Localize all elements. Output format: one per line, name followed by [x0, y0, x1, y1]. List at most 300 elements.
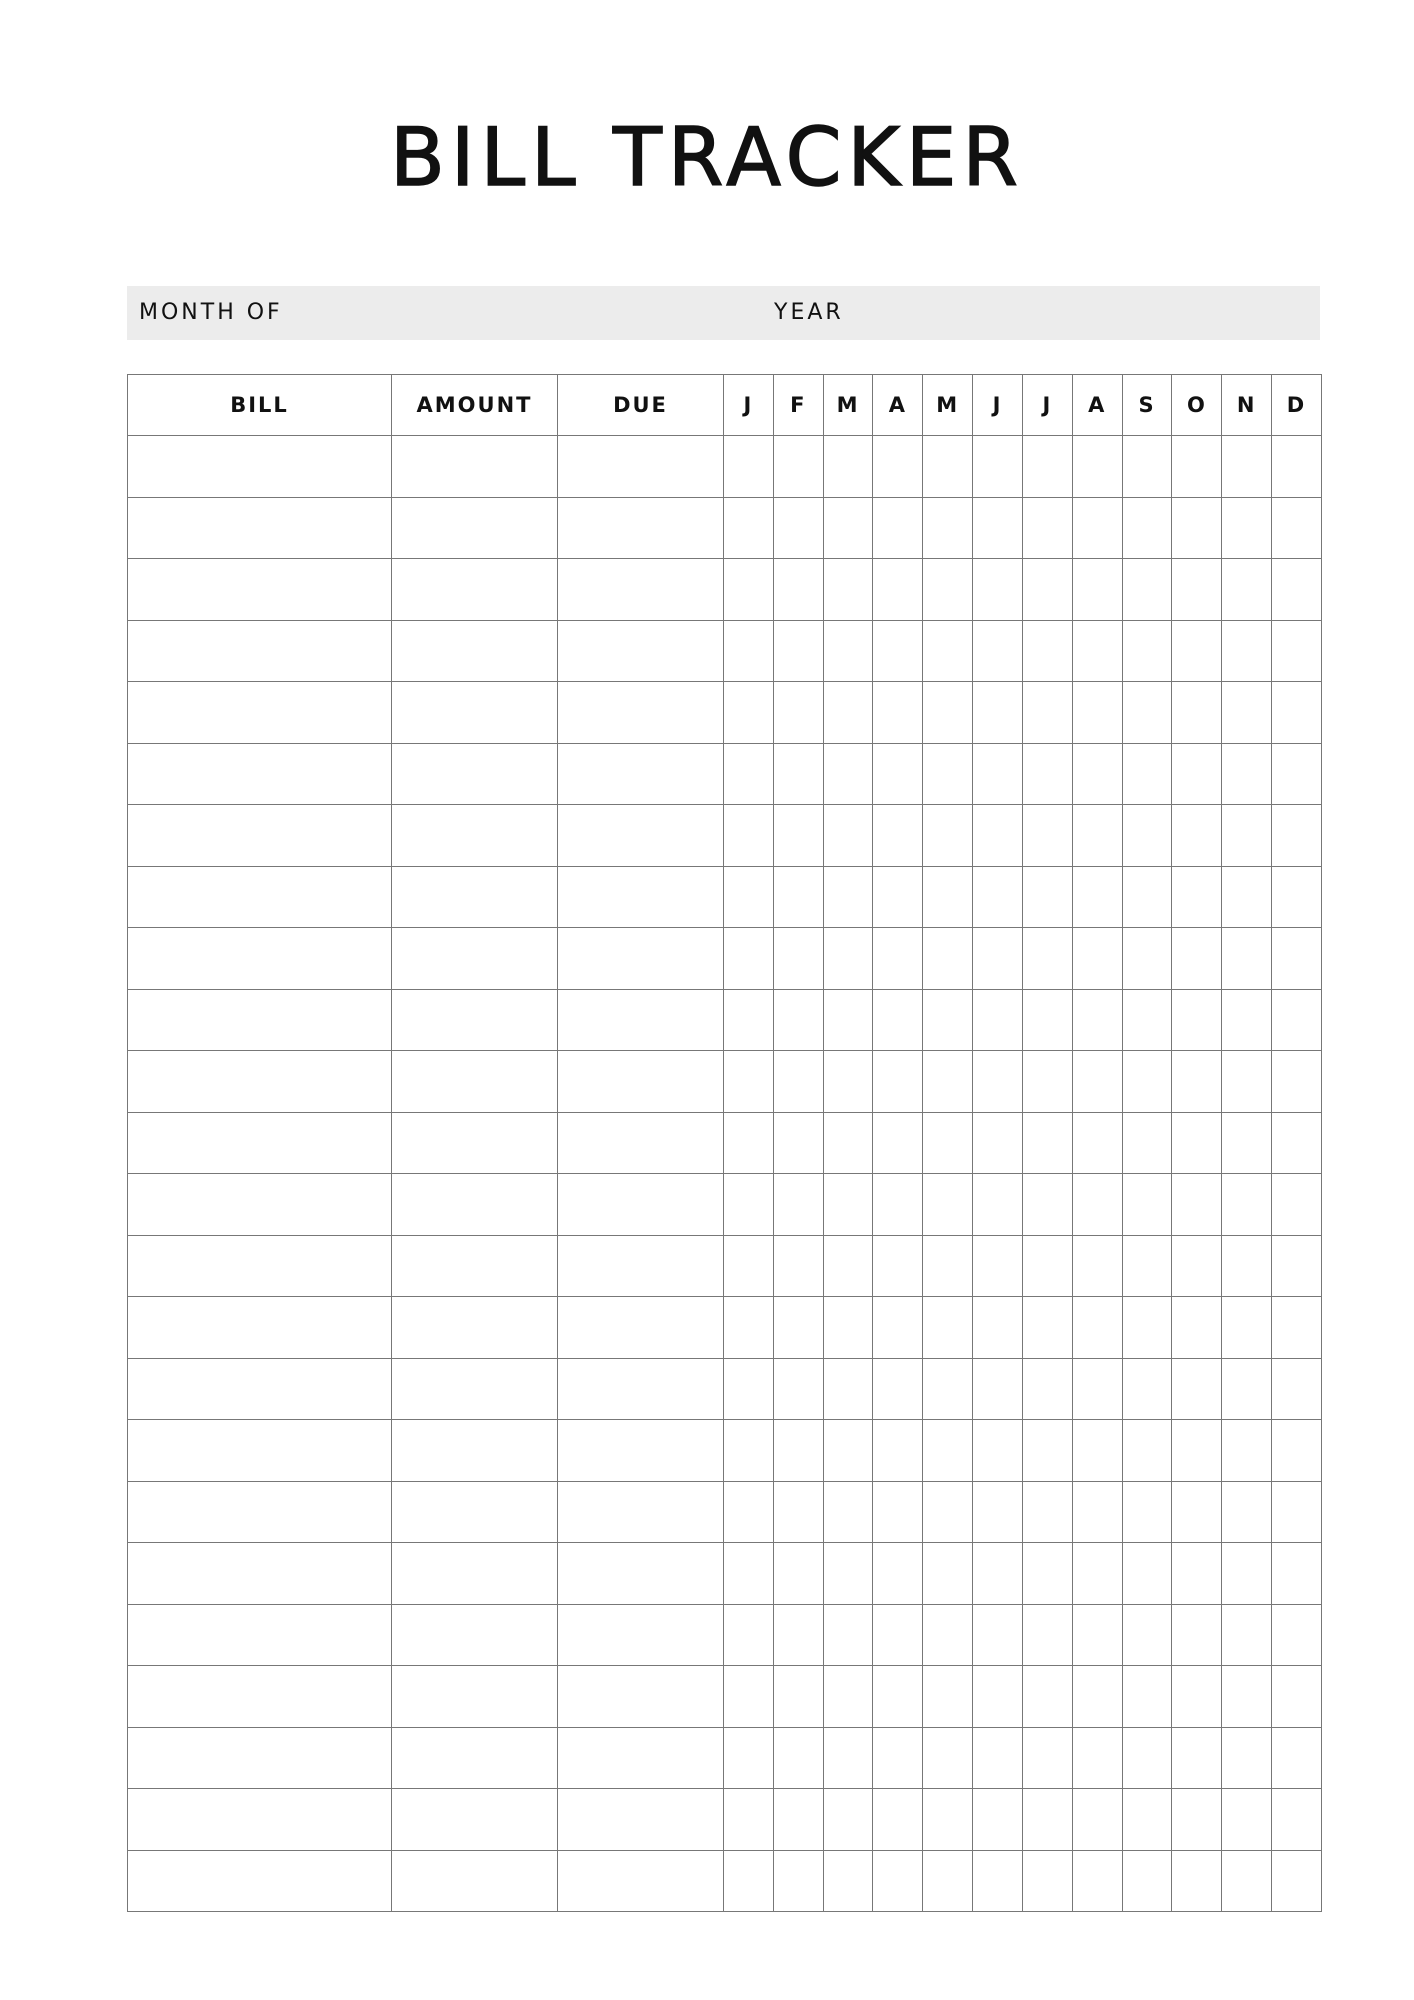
paid-checkbox-jul[interactable] [1022, 1358, 1072, 1420]
paid-checkbox-nov[interactable] [1222, 620, 1272, 682]
paid-checkbox-sep[interactable] [1122, 1543, 1172, 1605]
paid-checkbox-oct[interactable] [1172, 436, 1222, 498]
paid-checkbox-oct[interactable] [1172, 928, 1222, 990]
paid-checkbox-jul[interactable] [1022, 1051, 1072, 1113]
amount-cell[interactable] [392, 1727, 558, 1789]
paid-checkbox-jun[interactable] [973, 928, 1023, 990]
paid-checkbox-oct[interactable] [1172, 1235, 1222, 1297]
paid-checkbox-may[interactable] [923, 1112, 973, 1174]
paid-checkbox-mar[interactable] [823, 866, 873, 928]
amount-cell[interactable] [392, 1666, 558, 1728]
amount-cell[interactable] [392, 1420, 558, 1482]
paid-checkbox-jan[interactable] [724, 989, 774, 1051]
paid-checkbox-apr[interactable] [873, 1358, 923, 1420]
amount-cell[interactable] [392, 928, 558, 990]
paid-checkbox-sep[interactable] [1122, 1051, 1172, 1113]
paid-checkbox-sep[interactable] [1122, 1481, 1172, 1543]
paid-checkbox-jul[interactable] [1022, 1174, 1072, 1236]
paid-checkbox-mar[interactable] [823, 1727, 873, 1789]
bill-cell[interactable] [128, 1051, 392, 1113]
paid-checkbox-mar[interactable] [823, 620, 873, 682]
bill-cell[interactable] [128, 436, 392, 498]
paid-checkbox-jun[interactable] [973, 805, 1023, 867]
bill-cell[interactable] [128, 620, 392, 682]
paid-checkbox-mar[interactable] [823, 1051, 873, 1113]
paid-checkbox-jun[interactable] [973, 559, 1023, 621]
paid-checkbox-mar[interactable] [823, 497, 873, 559]
paid-checkbox-jul[interactable] [1022, 620, 1072, 682]
due-cell[interactable] [558, 436, 724, 498]
paid-checkbox-feb[interactable] [773, 1420, 823, 1482]
amount-cell[interactable] [392, 1789, 558, 1851]
paid-checkbox-apr[interactable] [873, 559, 923, 621]
paid-checkbox-feb[interactable] [773, 1481, 823, 1543]
paid-checkbox-dec[interactable] [1272, 1481, 1322, 1543]
paid-checkbox-jul[interactable] [1022, 928, 1072, 990]
due-cell[interactable] [558, 1174, 724, 1236]
paid-checkbox-aug[interactable] [1072, 928, 1122, 990]
paid-checkbox-oct[interactable] [1172, 805, 1222, 867]
bill-cell[interactable] [128, 1850, 392, 1912]
paid-checkbox-jul[interactable] [1022, 1481, 1072, 1543]
paid-checkbox-aug[interactable] [1072, 559, 1122, 621]
paid-checkbox-aug[interactable] [1072, 1174, 1122, 1236]
paid-checkbox-may[interactable] [923, 928, 973, 990]
paid-checkbox-aug[interactable] [1072, 620, 1122, 682]
paid-checkbox-feb[interactable] [773, 1358, 823, 1420]
paid-checkbox-feb[interactable] [773, 436, 823, 498]
paid-checkbox-feb[interactable] [773, 1543, 823, 1605]
bill-cell[interactable] [128, 989, 392, 1051]
paid-checkbox-dec[interactable] [1272, 436, 1322, 498]
paid-checkbox-mar[interactable] [823, 805, 873, 867]
paid-checkbox-nov[interactable] [1222, 1604, 1272, 1666]
paid-checkbox-jan[interactable] [724, 866, 774, 928]
paid-checkbox-dec[interactable] [1272, 1850, 1322, 1912]
paid-checkbox-feb[interactable] [773, 682, 823, 744]
paid-checkbox-jun[interactable] [973, 1604, 1023, 1666]
due-cell[interactable] [558, 989, 724, 1051]
paid-checkbox-jul[interactable] [1022, 1235, 1072, 1297]
paid-checkbox-sep[interactable] [1122, 1420, 1172, 1482]
paid-checkbox-aug[interactable] [1072, 1789, 1122, 1851]
paid-checkbox-jul[interactable] [1022, 1297, 1072, 1359]
paid-checkbox-dec[interactable] [1272, 866, 1322, 928]
paid-checkbox-feb[interactable] [773, 866, 823, 928]
paid-checkbox-jan[interactable] [724, 682, 774, 744]
paid-checkbox-jul[interactable] [1022, 682, 1072, 744]
bill-cell[interactable] [128, 497, 392, 559]
paid-checkbox-aug[interactable] [1072, 1481, 1122, 1543]
paid-checkbox-jun[interactable] [973, 866, 1023, 928]
paid-checkbox-oct[interactable] [1172, 1604, 1222, 1666]
paid-checkbox-jan[interactable] [724, 1297, 774, 1359]
paid-checkbox-apr[interactable] [873, 1727, 923, 1789]
paid-checkbox-dec[interactable] [1272, 1727, 1322, 1789]
paid-checkbox-oct[interactable] [1172, 1420, 1222, 1482]
paid-checkbox-jan[interactable] [724, 1850, 774, 1912]
paid-checkbox-may[interactable] [923, 1051, 973, 1113]
paid-checkbox-jun[interactable] [973, 1850, 1023, 1912]
paid-checkbox-sep[interactable] [1122, 682, 1172, 744]
paid-checkbox-may[interactable] [923, 805, 973, 867]
due-cell[interactable] [558, 1481, 724, 1543]
amount-cell[interactable] [392, 805, 558, 867]
paid-checkbox-mar[interactable] [823, 1789, 873, 1851]
amount-cell[interactable] [392, 1297, 558, 1359]
paid-checkbox-jul[interactable] [1022, 1112, 1072, 1174]
paid-checkbox-oct[interactable] [1172, 1174, 1222, 1236]
paid-checkbox-jan[interactable] [724, 1789, 774, 1851]
paid-checkbox-aug[interactable] [1072, 1112, 1122, 1174]
paid-checkbox-jan[interactable] [724, 1051, 774, 1113]
paid-checkbox-mar[interactable] [823, 1112, 873, 1174]
paid-checkbox-oct[interactable] [1172, 1051, 1222, 1113]
paid-checkbox-sep[interactable] [1122, 989, 1172, 1051]
paid-checkbox-feb[interactable] [773, 497, 823, 559]
paid-checkbox-aug[interactable] [1072, 1666, 1122, 1728]
paid-checkbox-oct[interactable] [1172, 1358, 1222, 1420]
paid-checkbox-aug[interactable] [1072, 989, 1122, 1051]
paid-checkbox-sep[interactable] [1122, 559, 1172, 621]
paid-checkbox-oct[interactable] [1172, 559, 1222, 621]
paid-checkbox-mar[interactable] [823, 1174, 873, 1236]
paid-checkbox-sep[interactable] [1122, 1297, 1172, 1359]
paid-checkbox-jan[interactable] [724, 620, 774, 682]
paid-checkbox-nov[interactable] [1222, 928, 1272, 990]
paid-checkbox-jun[interactable] [973, 1112, 1023, 1174]
paid-checkbox-oct[interactable] [1172, 682, 1222, 744]
paid-checkbox-may[interactable] [923, 866, 973, 928]
paid-checkbox-mar[interactable] [823, 928, 873, 990]
paid-checkbox-mar[interactable] [823, 559, 873, 621]
paid-checkbox-nov[interactable] [1222, 805, 1272, 867]
amount-cell[interactable] [392, 743, 558, 805]
bill-cell[interactable] [128, 1789, 392, 1851]
paid-checkbox-apr[interactable] [873, 1297, 923, 1359]
paid-checkbox-oct[interactable] [1172, 1850, 1222, 1912]
paid-checkbox-nov[interactable] [1222, 1543, 1272, 1605]
due-cell[interactable] [558, 1297, 724, 1359]
due-cell[interactable] [558, 1666, 724, 1728]
paid-checkbox-may[interactable] [923, 1727, 973, 1789]
bill-cell[interactable] [128, 928, 392, 990]
paid-checkbox-apr[interactable] [873, 1174, 923, 1236]
paid-checkbox-mar[interactable] [823, 989, 873, 1051]
paid-checkbox-jan[interactable] [724, 1174, 774, 1236]
paid-checkbox-sep[interactable] [1122, 497, 1172, 559]
bill-cell[interactable] [128, 1604, 392, 1666]
paid-checkbox-aug[interactable] [1072, 497, 1122, 559]
paid-checkbox-oct[interactable] [1172, 866, 1222, 928]
due-cell[interactable] [558, 1112, 724, 1174]
paid-checkbox-nov[interactable] [1222, 1358, 1272, 1420]
paid-checkbox-jan[interactable] [724, 559, 774, 621]
due-cell[interactable] [558, 1604, 724, 1666]
due-cell[interactable] [558, 497, 724, 559]
due-cell[interactable] [558, 1850, 724, 1912]
paid-checkbox-sep[interactable] [1122, 866, 1172, 928]
paid-checkbox-apr[interactable] [873, 805, 923, 867]
paid-checkbox-jun[interactable] [973, 436, 1023, 498]
paid-checkbox-may[interactable] [923, 1850, 973, 1912]
paid-checkbox-oct[interactable] [1172, 989, 1222, 1051]
paid-checkbox-oct[interactable] [1172, 1666, 1222, 1728]
paid-checkbox-may[interactable] [923, 559, 973, 621]
paid-checkbox-jan[interactable] [724, 805, 774, 867]
paid-checkbox-dec[interactable] [1272, 620, 1322, 682]
due-cell[interactable] [558, 1789, 724, 1851]
amount-cell[interactable] [392, 1850, 558, 1912]
amount-cell[interactable] [392, 1174, 558, 1236]
paid-checkbox-sep[interactable] [1122, 1666, 1172, 1728]
bill-cell[interactable] [128, 1235, 392, 1297]
paid-checkbox-feb[interactable] [773, 1604, 823, 1666]
paid-checkbox-may[interactable] [923, 1297, 973, 1359]
paid-checkbox-dec[interactable] [1272, 559, 1322, 621]
paid-checkbox-jun[interactable] [973, 1789, 1023, 1851]
bill-cell[interactable] [128, 1481, 392, 1543]
paid-checkbox-jul[interactable] [1022, 743, 1072, 805]
paid-checkbox-may[interactable] [923, 1420, 973, 1482]
paid-checkbox-feb[interactable] [773, 1051, 823, 1113]
paid-checkbox-feb[interactable] [773, 1666, 823, 1728]
paid-checkbox-dec[interactable] [1272, 1789, 1322, 1851]
paid-checkbox-apr[interactable] [873, 1666, 923, 1728]
due-cell[interactable] [558, 928, 724, 990]
amount-cell[interactable] [392, 1112, 558, 1174]
paid-checkbox-oct[interactable] [1172, 497, 1222, 559]
paid-checkbox-jan[interactable] [724, 1543, 774, 1605]
paid-checkbox-jun[interactable] [973, 1727, 1023, 1789]
paid-checkbox-apr[interactable] [873, 682, 923, 744]
paid-checkbox-jul[interactable] [1022, 1789, 1072, 1851]
paid-checkbox-may[interactable] [923, 743, 973, 805]
paid-checkbox-apr[interactable] [873, 1112, 923, 1174]
paid-checkbox-jul[interactable] [1022, 989, 1072, 1051]
paid-checkbox-jul[interactable] [1022, 559, 1072, 621]
paid-checkbox-jul[interactable] [1022, 1604, 1072, 1666]
paid-checkbox-apr[interactable] [873, 989, 923, 1051]
paid-checkbox-jul[interactable] [1022, 1850, 1072, 1912]
due-cell[interactable] [558, 1235, 724, 1297]
paid-checkbox-jun[interactable] [973, 743, 1023, 805]
paid-checkbox-jan[interactable] [724, 1604, 774, 1666]
paid-checkbox-nov[interactable] [1222, 1789, 1272, 1851]
paid-checkbox-jun[interactable] [973, 620, 1023, 682]
paid-checkbox-apr[interactable] [873, 1235, 923, 1297]
amount-cell[interactable] [392, 1235, 558, 1297]
paid-checkbox-mar[interactable] [823, 1850, 873, 1912]
amount-cell[interactable] [392, 559, 558, 621]
paid-checkbox-jun[interactable] [973, 1174, 1023, 1236]
paid-checkbox-mar[interactable] [823, 1420, 873, 1482]
paid-checkbox-feb[interactable] [773, 989, 823, 1051]
paid-checkbox-feb[interactable] [773, 559, 823, 621]
paid-checkbox-jun[interactable] [973, 1420, 1023, 1482]
amount-cell[interactable] [392, 436, 558, 498]
bill-cell[interactable] [128, 805, 392, 867]
due-cell[interactable] [558, 1727, 724, 1789]
due-cell[interactable] [558, 620, 724, 682]
paid-checkbox-apr[interactable] [873, 928, 923, 990]
paid-checkbox-may[interactable] [923, 682, 973, 744]
amount-cell[interactable] [392, 989, 558, 1051]
paid-checkbox-dec[interactable] [1272, 1051, 1322, 1113]
paid-checkbox-oct[interactable] [1172, 1112, 1222, 1174]
paid-checkbox-feb[interactable] [773, 743, 823, 805]
paid-checkbox-apr[interactable] [873, 743, 923, 805]
paid-checkbox-aug[interactable] [1072, 682, 1122, 744]
paid-checkbox-jul[interactable] [1022, 1420, 1072, 1482]
paid-checkbox-dec[interactable] [1272, 497, 1322, 559]
paid-checkbox-dec[interactable] [1272, 1235, 1322, 1297]
paid-checkbox-sep[interactable] [1122, 1174, 1172, 1236]
paid-checkbox-nov[interactable] [1222, 989, 1272, 1051]
paid-checkbox-jan[interactable] [724, 1358, 774, 1420]
amount-cell[interactable] [392, 1543, 558, 1605]
paid-checkbox-nov[interactable] [1222, 559, 1272, 621]
due-cell[interactable] [558, 805, 724, 867]
paid-checkbox-mar[interactable] [823, 1235, 873, 1297]
paid-checkbox-nov[interactable] [1222, 1420, 1272, 1482]
paid-checkbox-jun[interactable] [973, 497, 1023, 559]
paid-checkbox-nov[interactable] [1222, 1112, 1272, 1174]
due-cell[interactable] [558, 1543, 724, 1605]
paid-checkbox-dec[interactable] [1272, 682, 1322, 744]
paid-checkbox-aug[interactable] [1072, 1297, 1122, 1359]
paid-checkbox-mar[interactable] [823, 1666, 873, 1728]
paid-checkbox-dec[interactable] [1272, 1112, 1322, 1174]
paid-checkbox-aug[interactable] [1072, 743, 1122, 805]
paid-checkbox-dec[interactable] [1272, 928, 1322, 990]
paid-checkbox-sep[interactable] [1122, 743, 1172, 805]
paid-checkbox-aug[interactable] [1072, 436, 1122, 498]
amount-cell[interactable] [392, 497, 558, 559]
paid-checkbox-nov[interactable] [1222, 1051, 1272, 1113]
paid-checkbox-may[interactable] [923, 1358, 973, 1420]
paid-checkbox-aug[interactable] [1072, 1420, 1122, 1482]
paid-checkbox-dec[interactable] [1272, 1666, 1322, 1728]
amount-cell[interactable] [392, 1604, 558, 1666]
paid-checkbox-jan[interactable] [724, 1481, 774, 1543]
paid-checkbox-nov[interactable] [1222, 743, 1272, 805]
paid-checkbox-mar[interactable] [823, 682, 873, 744]
paid-checkbox-jul[interactable] [1022, 436, 1072, 498]
due-cell[interactable] [558, 1051, 724, 1113]
paid-checkbox-jan[interactable] [724, 1727, 774, 1789]
paid-checkbox-nov[interactable] [1222, 866, 1272, 928]
amount-cell[interactable] [392, 620, 558, 682]
bill-cell[interactable] [128, 682, 392, 744]
paid-checkbox-may[interactable] [923, 989, 973, 1051]
paid-checkbox-jul[interactable] [1022, 805, 1072, 867]
paid-checkbox-feb[interactable] [773, 928, 823, 990]
due-cell[interactable] [558, 1358, 724, 1420]
paid-checkbox-jan[interactable] [724, 1112, 774, 1174]
paid-checkbox-feb[interactable] [773, 620, 823, 682]
paid-checkbox-jan[interactable] [724, 928, 774, 990]
paid-checkbox-jun[interactable] [973, 1358, 1023, 1420]
paid-checkbox-sep[interactable] [1122, 1358, 1172, 1420]
paid-checkbox-may[interactable] [923, 1174, 973, 1236]
paid-checkbox-jun[interactable] [973, 989, 1023, 1051]
bill-cell[interactable] [128, 1358, 392, 1420]
paid-checkbox-sep[interactable] [1122, 1850, 1172, 1912]
paid-checkbox-apr[interactable] [873, 1481, 923, 1543]
paid-checkbox-jan[interactable] [724, 743, 774, 805]
paid-checkbox-jan[interactable] [724, 1666, 774, 1728]
paid-checkbox-nov[interactable] [1222, 1481, 1272, 1543]
paid-checkbox-sep[interactable] [1122, 1727, 1172, 1789]
paid-checkbox-dec[interactable] [1272, 1358, 1322, 1420]
paid-checkbox-mar[interactable] [823, 1481, 873, 1543]
paid-checkbox-jan[interactable] [724, 1420, 774, 1482]
paid-checkbox-aug[interactable] [1072, 1850, 1122, 1912]
paid-checkbox-nov[interactable] [1222, 1297, 1272, 1359]
paid-checkbox-apr[interactable] [873, 1420, 923, 1482]
paid-checkbox-apr[interactable] [873, 1789, 923, 1851]
paid-checkbox-dec[interactable] [1272, 1174, 1322, 1236]
bill-cell[interactable] [128, 1297, 392, 1359]
paid-checkbox-may[interactable] [923, 620, 973, 682]
paid-checkbox-jun[interactable] [973, 1297, 1023, 1359]
paid-checkbox-jan[interactable] [724, 497, 774, 559]
bill-cell[interactable] [128, 559, 392, 621]
amount-cell[interactable] [392, 1481, 558, 1543]
paid-checkbox-aug[interactable] [1072, 1543, 1122, 1605]
paid-checkbox-oct[interactable] [1172, 620, 1222, 682]
paid-checkbox-nov[interactable] [1222, 436, 1272, 498]
paid-checkbox-apr[interactable] [873, 1051, 923, 1113]
paid-checkbox-oct[interactable] [1172, 1297, 1222, 1359]
bill-cell[interactable] [128, 866, 392, 928]
paid-checkbox-aug[interactable] [1072, 1604, 1122, 1666]
paid-checkbox-oct[interactable] [1172, 1727, 1222, 1789]
due-cell[interactable] [558, 559, 724, 621]
paid-checkbox-jul[interactable] [1022, 497, 1072, 559]
due-cell[interactable] [558, 1420, 724, 1482]
paid-checkbox-aug[interactable] [1072, 805, 1122, 867]
paid-checkbox-may[interactable] [923, 1789, 973, 1851]
paid-checkbox-aug[interactable] [1072, 1727, 1122, 1789]
paid-checkbox-feb[interactable] [773, 805, 823, 867]
bill-cell[interactable] [128, 1420, 392, 1482]
paid-checkbox-sep[interactable] [1122, 1112, 1172, 1174]
paid-checkbox-nov[interactable] [1222, 1235, 1272, 1297]
bill-cell[interactable] [128, 1666, 392, 1728]
paid-checkbox-aug[interactable] [1072, 1235, 1122, 1297]
paid-checkbox-may[interactable] [923, 436, 973, 498]
paid-checkbox-dec[interactable] [1272, 1297, 1322, 1359]
paid-checkbox-mar[interactable] [823, 743, 873, 805]
amount-cell[interactable] [392, 682, 558, 744]
paid-checkbox-jul[interactable] [1022, 1666, 1072, 1728]
amount-cell[interactable] [392, 1051, 558, 1113]
paid-checkbox-sep[interactable] [1122, 805, 1172, 867]
paid-checkbox-feb[interactable] [773, 1297, 823, 1359]
due-cell[interactable] [558, 866, 724, 928]
paid-checkbox-jun[interactable] [973, 1666, 1023, 1728]
paid-checkbox-dec[interactable] [1272, 1543, 1322, 1605]
paid-checkbox-jun[interactable] [973, 1051, 1023, 1113]
paid-checkbox-oct[interactable] [1172, 1789, 1222, 1851]
bill-cell[interactable] [128, 743, 392, 805]
paid-checkbox-aug[interactable] [1072, 866, 1122, 928]
due-cell[interactable] [558, 682, 724, 744]
paid-checkbox-apr[interactable] [873, 1850, 923, 1912]
paid-checkbox-jul[interactable] [1022, 866, 1072, 928]
